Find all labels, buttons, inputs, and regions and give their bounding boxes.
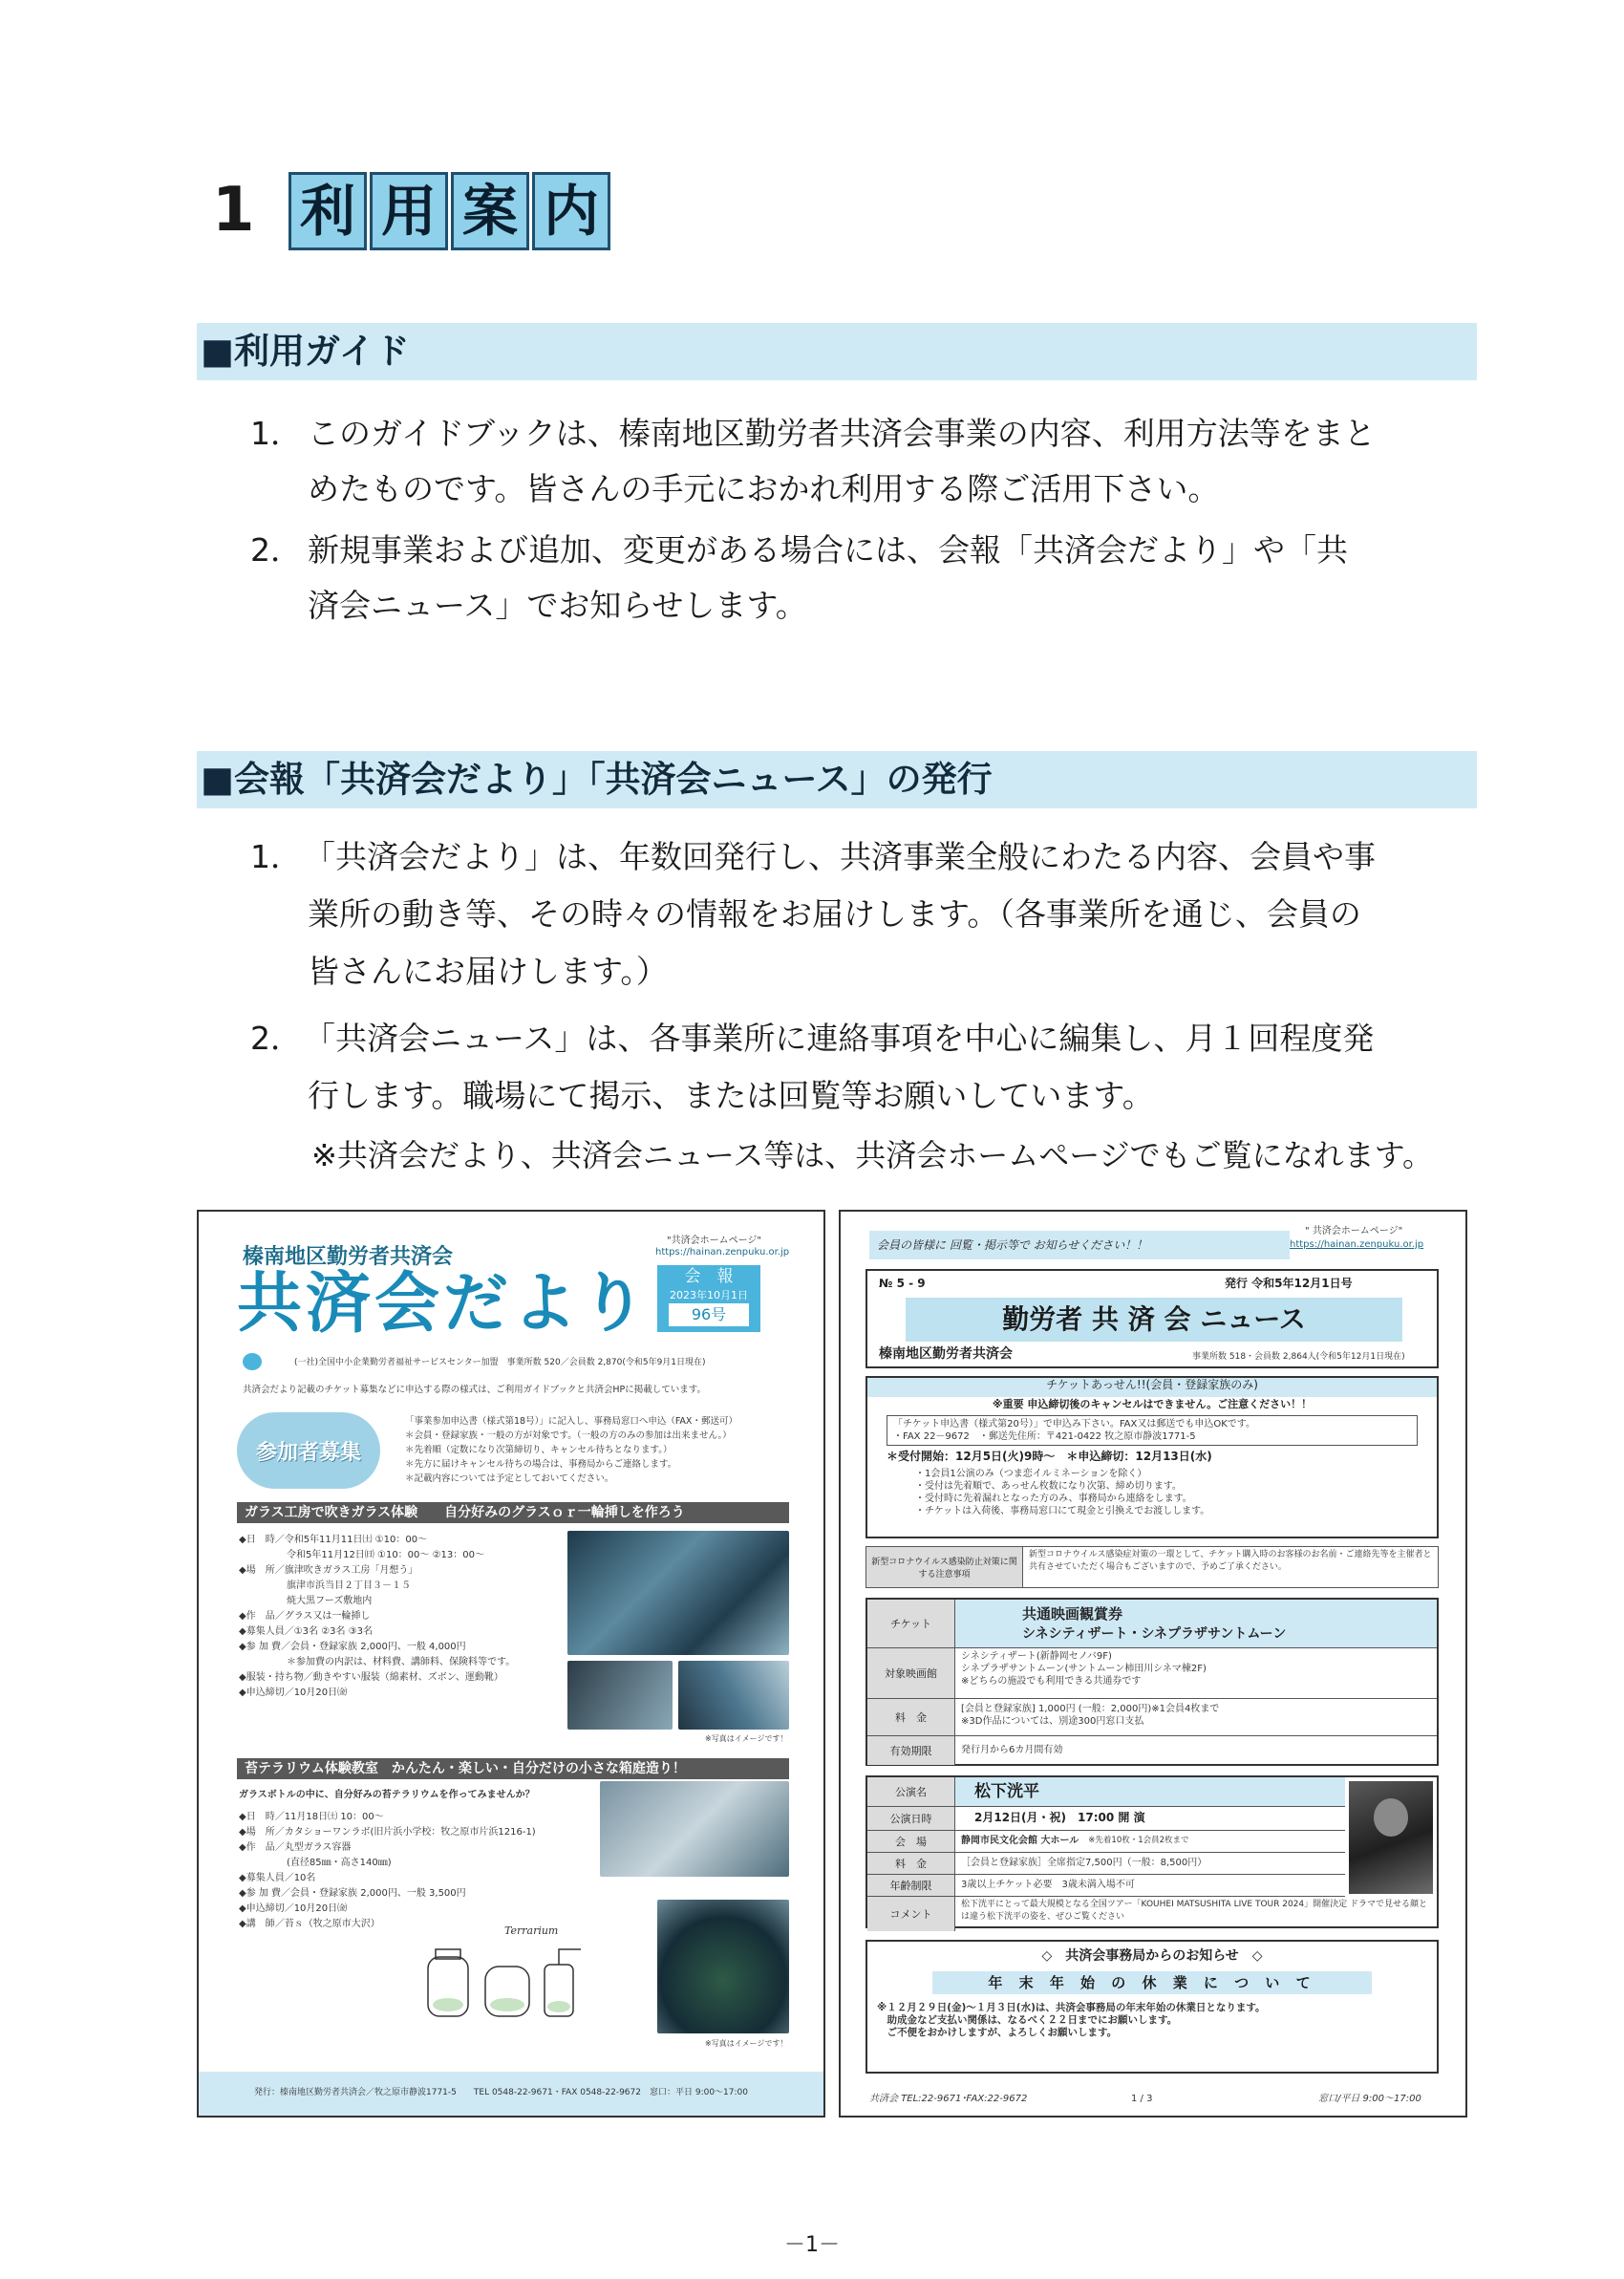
dayori-membership: (一社)全国中小企業勤労者福祉サービスセンター加盟 事業所数 520／会員数 2,870(令和5年9月1日現在) [294,1358,706,1367]
dayori-event2-lead: ガラスボトルの中に、自分好みの苔テラリウムを作ってみませんか？ [239,1790,535,1800]
news-ticket-form: ・FAX 22－9672 ・郵送先住所：〒421-0422 牧之原市静波1771-5 [893,1431,1196,1442]
detail-line: 令和5年11月12日㈰ ①10：00～ ②13：00～ [239,1550,484,1560]
news-ticket-form: 「チケット申込書（様式第20号）」で申込み下さい。FAX又は郵送でも申込OKです。 [893,1419,1255,1430]
dayori-org: 榛南地区勤労者共済会 [243,1245,454,1269]
news-concert-name: 松下洸平 [955,1777,1345,1806]
dayori-footer [199,2072,823,2116]
news-concert-date: 2月12日(月・祝) 17:00 開 演 [974,1811,1145,1824]
chapter-title [288,172,610,250]
paragraph-line: 済会ニュース」でお知らせします。 [308,587,807,624]
news-footer-page: 1 / 3 [1131,2094,1153,2104]
news-movie-label: チケット [867,1600,955,1647]
news-masthead [865,1269,1439,1368]
chapter-title-char: 用 [370,172,448,250]
news-movie-box [865,1598,1439,1766]
terrarium-photo-2 [657,1900,789,2033]
detail-line: 焼大黒フーズ敷地内 [239,1596,373,1606]
news-notice-box [865,1940,1439,2074]
dayori-recruit-badge: 参加者募集 [237,1412,380,1489]
news-covid-box [865,1546,1439,1588]
dayori-issue-box [657,1265,760,1332]
detail-line: ◆作 品／グラス又は一輪挿し [239,1611,371,1622]
dayori-recruit-note: ＊会員・登録家族・一般の方が対象です。（一般の方のみの参加は出来ません。） [405,1430,732,1441]
news-concert-venue-note: ※先着10枚・1会員2枚まで [1088,1836,1189,1845]
paragraph-line: 新規事業および追加、変更がある場合には、会報「共済会だより」や「共 [308,531,1348,569]
detail-line: ◆場 所／カタショーワンラボ(旧片浜小学校：牧之原市片浜1216-1) [239,1827,536,1838]
news-ticket-rule: ・受付時に先着漏れとなった方のみ、事務局から連絡をします。 [915,1494,1192,1504]
news-ticket-rule: ・受付は先着順で、あっせん枚数になり次第、締め切ります。 [915,1481,1182,1492]
news-movie-valid: 発行月から6カ月間有効 [961,1745,1063,1755]
paragraph-line: 皆さんにお届けします。） [308,953,668,990]
detail-line: ◆服装・持ち物／動きやすい服装（綿素材、ズボン、運動靴） [239,1672,503,1683]
paragraph-line: このガイドブックは、榛南地区勤労者共済会事業の内容、利用方法等をまと [308,415,1376,452]
detail-line: ◆作 品／丸型ガラス容器 [239,1842,352,1853]
list-number: 2． [250,531,302,569]
dayori-kaiho: 会 報 [684,1267,734,1286]
news-movie-venue: ※どちらの施設でも利用できる共通券です [961,1676,1142,1687]
paragraph-line: 行します。職場にて掲示、または回覧等お願いしています。 [308,1077,1154,1114]
news-concert-box [865,1775,1439,1928]
list-number: 1． [250,415,302,452]
news-concert-price: ［会員と登録家族］全席指定7,500円（一般：8,500円） [961,1858,1207,1868]
detail-line: ◆講 師／苔ｓ（牧之原市大沢） [239,1919,380,1929]
list-number: 2． [250,1020,302,1057]
note-homepage: ※共済会だより、共済会ニュース等は、共済会ホームページでもご覧になれます。 [311,1137,1434,1173]
news-notice-line: ※１２月２９日(金)～１月３日(水)は、共済会事務局の年末年始の休業日となります。 [877,2002,1266,2013]
news-concert-comment-label: コメント [867,1897,955,1931]
list-number: 1． [250,838,302,875]
news-movie-valid-label: 有効期限 [867,1736,955,1765]
news-movie-price: ※3D作品については、別途300円窓口支払 [961,1716,1144,1727]
news-ticket-section [865,1376,1439,1538]
news-footer-left: 共済会 TEL:22-9671･FAX:22-9672 [869,2094,1028,2104]
dayori-footer-text: 発行：榛南地区勤労者共済会／牧之原市静波1771-5 TEL 0548-22-9671・FAX 0548-22-9672 窓口：平日 9:00～17:00 [254,2088,748,2097]
news-issue-no: № 5 - 9 [879,1277,926,1290]
paragraph-line: 「共済会だより」は、年数回発行し、共済事業全般にわたる内容、会員や事 [304,838,1376,875]
photo-caption: ※写真はイメージです！ [705,2039,788,2048]
news-movie-venue-label: 対象映画館 [867,1648,955,1698]
news-covid-label: 新型コロナウイルス感染防止対策に関する注意事項 [866,1547,1023,1587]
terrarium-photo-1 [600,1781,789,1877]
dayori-logo-icon [243,1353,262,1370]
detail-line: ◆申込締切／10月20日㈮ [239,1903,348,1914]
glass-photo-3 [678,1661,789,1730]
news-org: 榛南地区勤労者共済会 [879,1346,1013,1362]
news-covid-text: 新型コロナウイルス感染症対策の一環として、チケット購入時のお客様のお名前・ご連絡先等を主催者と共有させていただく場合もございますので、予めご了承ください。 [1029,1550,1432,1572]
news-movie-subtitle: シネシティザート・シネプラザサントムーン [1022,1626,1287,1642]
detail-line: ◆参 加 費／会員・登録家族 2,000円、一般 4,000円 [239,1642,466,1652]
dayori-date: 2023年10月1日 [670,1289,748,1301]
news-stats: 事業所数 518・会員数 2,864人(令和5年12月1日現在) [1192,1352,1405,1362]
detail-line: ◆参 加 費／会員・登録家族 2,000円、一般 3,500円 [239,1888,466,1899]
news-movie-price: [会員と登録家族] 1,000円 (一般：2,000円)※1会員4枚まで [961,1704,1220,1714]
dayori-hp-url: https://hainan.zenpuku.or.jp [655,1247,790,1258]
dayori-event2-bar: 苔テラリウム体験教室 かんたん・楽しい・自分だけの小さな箱庭造り！ [237,1758,789,1779]
glass-photo-1 [567,1531,789,1655]
news-ticket-period: ＊受付開始：12月5日(火)9時～ ＊申込締切：12月13日(水) [887,1450,1212,1463]
chapter-title-char: 利 [288,172,367,250]
news-hp-label: " 共済会ホームページ" [1305,1226,1403,1236]
newsletter-news-thumbnail [839,1210,1467,2118]
glass-photo-2 [567,1661,673,1730]
news-notice-title: 年 末 年 始 の 休 業 に つ い て [932,1971,1372,1994]
news-movie-venue: シネプラザサントムーン(サントムーン柿田川シネマ棟2F) [961,1664,1207,1674]
dayori-event1-bar: ガラス工房で吹きガラス体験 自分好みのグラスｏｒ一輪挿しを作ろう [237,1502,789,1523]
detail-line: ＊参加費の内訳は、材料費、講師料、保険料等です。 [239,1657,516,1667]
page-number: －1－ [784,2233,840,2257]
section-heading-newsletter: ■会報「共済会だより」「共済会ニュース」の発行 [197,751,1477,808]
news-concert-date-label: 公演日時 [867,1807,955,1830]
chapter-title-char: 内 [532,172,610,250]
dayori-event1-details [239,1533,515,1701]
detail-line: ◆募集人員／①3名 ②3名 ③3名 [239,1626,374,1637]
detail-line: ◆場 所／旗津吹きガラス工房「月想う」 [239,1565,418,1576]
paragraph-line: 業所の動き等、その時々の情報をお届けします。（各事業所を通じ、会員の [308,895,1361,933]
news-banner [869,1231,1290,1259]
dayori-recruit-note: ＊先方に届けキャンセル待ちの場合は、事務局からご連絡します。 [405,1459,677,1470]
detail-line: ◆申込締切／10月20日㈮ [239,1688,348,1698]
news-title: 勤労者 共 済 会 ニュース [906,1298,1402,1342]
news-concert-age: 3歳以上チケット必要 3歳未満入場不可 [961,1880,1135,1890]
news-footer-right: 窓口/平日 9:00～17:00 [1318,2094,1421,2104]
detail-line: ◆日 時／11月18日㈯ 10：00～ [239,1812,384,1822]
news-concert-age-label: 年齢制限 [867,1875,955,1896]
news-banner-text: 会員の皆様に 回覧・掲示等で お知らせください！！ [877,1238,1148,1252]
news-concert-name-label: 公演名 [867,1777,955,1806]
news-ticket-warn: ※重要 申込締切後のキャンセルはできません。ご注意ください！！ [992,1398,1313,1410]
terrarium-illustration-icon [418,1938,619,2033]
dayori-recruit-note: 「事業参加申込書（様式第18号）」に記入し、事務局窓口へ申込（FAX・郵送可） [405,1416,737,1427]
news-movie-venue: シネシティザート(新静岡セノバ9F) [961,1651,1112,1662]
section-heading-guide: ■利用ガイド [197,323,1477,380]
news-concert-comment: 松下洸平にとって最大規模となる全国ツアー「KOUHEI MATSUSHITA LIVE TOUR 2024」開催決定 ドラマで見せる顔とは違う松下洸平の姿を、ぜひご覧ください [961,1900,1427,1922]
news-movie-title: 共通映画観賞券 [1022,1605,1123,1623]
news-hp-url: https://hainan.zenpuku.or.jp [1290,1239,1424,1250]
dayori-event2-details [239,1810,536,1932]
news-notice-line: 助成金など支払い関係は、なるべく２２日までにお願いします。 [877,2014,1178,2026]
news-notice-head: ◇ 共済会事務局からのお知らせ ◇ [1041,1948,1263,1964]
detail-line: ◆募集人員／10名 [239,1873,316,1883]
newsletter-dayori-thumbnail [197,1210,825,2118]
dayori-recruit-note: ＊記載内容については予定としておいてください。 [405,1473,614,1484]
detail-line: 旗津市浜当目２丁目３－１５ [239,1580,411,1591]
paragraph-line: めたものです。皆さんの手元におかれ利用する際ご活用下さい。 [308,470,1220,507]
artist-photo [1349,1781,1433,1894]
news-concert-venue: 静岡市民文化会館 大ホール [961,1836,1079,1846]
dayori-issue: 96号 [669,1303,749,1326]
news-ticket-head: チケットあっせん!!(会員・登録家族のみ) [867,1378,1437,1397]
news-notice-line: ご不便をおかけしますが、よろしくお願いします。 [877,2027,1118,2038]
terrarium-label: Terrarium [504,1924,559,1937]
dayori-hp-label: "共済会ホームページ" [667,1236,761,1246]
detail-line: (直径85㎜・高さ140㎜) [239,1858,392,1868]
news-concert-price-label: 料 金 [867,1853,955,1874]
news-issue-date: 発行 令和5年12月1日号 [1225,1277,1353,1290]
news-movie-price-label: 料 金 [867,1699,955,1735]
dayori-title: 共済会だより [237,1265,651,1342]
paragraph-line: 「共済会ニュース」は、各事業所に連絡事項を中心に編集し、月１回程度発 [304,1020,1375,1057]
dayori-intro: 共済会だより記載のチケット募集などに申込する際の様式は、ご利用ガイドブックと共済会HPに掲載しています。 [243,1385,707,1395]
dayori-recruit-note: ＊先着順（定数になり次第締切り、キャンセル待ちとなります。） [405,1445,673,1455]
detail-line: ◆日 時／令和5年11月11日㈯ ①10：00～ [239,1535,428,1545]
news-ticket-rule: ・チケットは入荷後、事務局窓口にて現金と引換えでお渡しします。 [915,1506,1210,1516]
news-concert-venue-label: 会 場 [867,1831,955,1852]
chapter-number: 1 [212,175,255,246]
chapter-title-char: 案 [451,172,529,250]
news-ticket-rule: ・1会員1公演のみ（つま恋イルミネーションを除く） [915,1469,1147,1479]
photo-caption: ※写真はイメージです！ [705,1734,788,1743]
